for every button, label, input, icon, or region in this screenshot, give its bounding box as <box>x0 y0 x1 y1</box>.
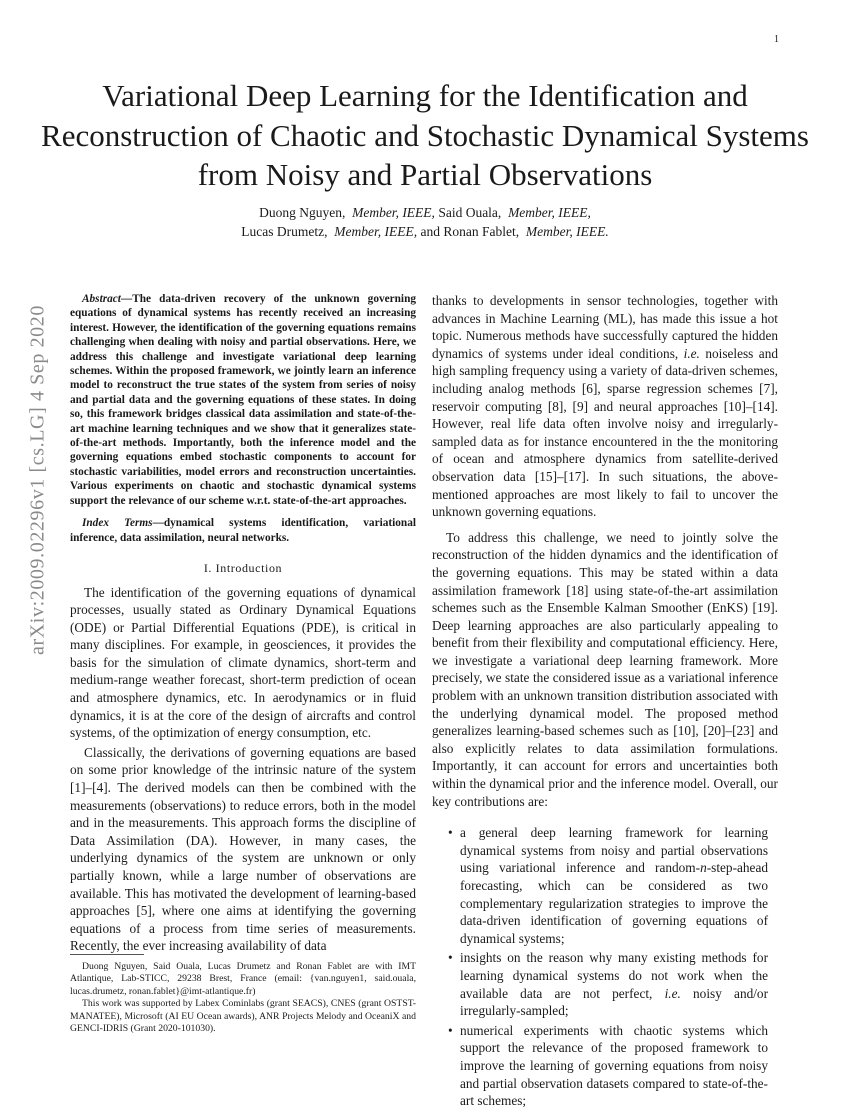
author-name: Lucas Drumetz, <box>241 224 328 239</box>
text-run-italic: n <box>700 860 707 876</box>
index-terms <box>70 516 416 545</box>
list-item <box>432 824 778 947</box>
text-run: a general deep learning framework for learning dynamical systems from noisy and partial observations using variational inference and random- <box>460 825 768 876</box>
index-terms-label: Index Terms <box>82 517 153 530</box>
footnote-divider <box>70 954 144 955</box>
author-affiliation: Member, IEEE, <box>508 205 591 220</box>
author-name: Said Ouala, <box>438 205 502 220</box>
author-affiliation: Member, IEEE, <box>334 224 418 239</box>
list-item <box>432 949 778 1019</box>
author-name: Duong Nguyen, <box>259 205 346 220</box>
list-item <box>432 1022 778 1110</box>
author-block <box>40 203 810 241</box>
text-run: noisy and/or irregularly-sampled; <box>460 985 769 1019</box>
text-run: thanks to developments in sensor technologies, together with advances in Machine Learning (ML), has made this issue a hot topic. Numerous methods have successfully captured the hidden dynamics of systems under ideal conditions, <box>432 293 778 361</box>
index-terms-text: —dynamical systems identification, variational inference, data assimilation, neural networks. <box>70 517 416 544</box>
abstract <box>70 292 416 508</box>
paper-title: Variational Deep Learning for the Identification and Reconstruction of Chaotic and Stochastic Dynamical Systems from Noisy and Partial Observations <box>41 78 809 192</box>
author-name: and Ronan Fablet, <box>420 224 520 239</box>
author-affiliation: Member, IEEE, <box>352 205 435 220</box>
footnote-affiliation: Duong Nguyen, Said Ouala, Lucas Drumetz and Ronan Fablet are with IMT Atlantique, Lab-STICC, 29238 Brest, France (email: {van.nguyen1, said.ouala, lucas.drumetz, ronan.fablet}@imt-atlantique.fr) <box>70 961 416 997</box>
section-heading-introduction: I. Introduction <box>203 560 283 575</box>
arxiv-stamp-text: arXiv:2009.02296v1 [cs.LG] 4 Sep 2020 <box>26 305 49 655</box>
author-affiliation: Member, IEEE. <box>525 224 609 239</box>
body-paragraph: Classically, the derivations of governing equations are based on some prior knowledge of the intrinsic nature of the system [1]–[4]. The derived models can then be combined with the measurements (observations) to reduce errors, both in the model and in the measurements. This approach forms the discipline of Data Assimilation (DA). However, in many cases, the underlying dynamics of the system are unknown or only partially known, while a large number of observations are available. This has motivated the development of learning-based approaches [5], where one aims at identifying the governing equations of a process from time series of measurements. Recently, the ever increasing availability of data <box>70 744 416 954</box>
text-run: -step-ahead forecasting, which can be considered as two complementary regularization strategies to improve the data-driven identification of governing equations of dynamical systems; <box>460 860 768 946</box>
author-line-2 <box>40 222 810 241</box>
left-column <box>70 292 416 955</box>
text-run: insights on the reason why many existing methods for learning dynamical systems do not work when the available data are not perfect, <box>460 950 768 1001</box>
abstract-label: Abstract <box>82 293 121 305</box>
bullet-icon: • <box>448 1022 453 1038</box>
contributions-list <box>432 824 778 1110</box>
text-run: noiseless and high sampling frequency using a variety of data-driven schemes, including analog methods [6], sparse regression schemes [7], reservoir computing [8], [9] and neural approaches [10]–[14]. However, real life data often involve noisy and irregularly-sampled data as for instance encountered in the the monitoring of ocean and atmosphere dynamics from satellite-derived observation data [15]–[17]. In such situations, the above-mentioned approaches are most likely to fail to uncover the unknown governing equations. <box>432 345 778 520</box>
text-run-italic: i.e. <box>664 985 681 1001</box>
body-paragraph <box>432 292 778 521</box>
text-run: numerical experiments with chaotic systems which support the relevance of the proposed framework to improve the learning of governing equations from noisy and partial observation datasets compared to state-of-the-art schemes; <box>460 1022 768 1109</box>
abstract-text: —The data-driven recovery of the unknown governing equations of dynamical systems has recently received an increasing interest. However, the identification of the governing equations remains challenging when dealing with noisy and partial observations. Here, we address this challenge and investigate variational deep learning schemes. Within the proposed framework, we jointly learn an inference model to reconstruct the true states of the system from series of noisy and partial data and the governing equations of these states. In doing so, this framework bridges classical data assimilation and state-of-the-art machine learning techniques and we show that it generalizes state-of-the-art methods. Importantly, both the inference model and the governing equations embed stochastic components to account for stochastic variabilities, model errors and reconstruction uncertainties. Various experiments on chaotic and stochastic dynamical systems support the relevance of our scheme w.r.t. state-of-the-art approaches. <box>70 293 416 507</box>
text-run-italic: i.e. <box>683 345 700 361</box>
footnote-funding: This work was supported by Labex Cominlabs (grant SEACS), CNES (grant OSTST-MANATEE), Microsoft (AI EU Ocean awards), ANR Projects Melody and OceaniX and GENCI-IDRIS (Grant 2020-101030). <box>70 998 416 1035</box>
right-column <box>432 292 778 1112</box>
body-paragraph: The identification of the governing equations of dynamical processes, usually stated as Ordinary Dynamical Equations (ODE) or Partial Differential Equations (PDE), is critical in many disciplines. For example, in geosciences, it provides the basis for the simulation of climate dynamics, short-term and medium-range weather forecast, short-term prediction of ocean and atmosphere dynamics, etc. In aerodynamics or in fluid dynamics, it is at the core of the design of aircrafts and control systems, of the optimization of energy consumption, etc. <box>70 584 416 741</box>
page-number: 1 <box>774 34 779 45</box>
arxiv-stamp <box>18 296 58 664</box>
author-line-1 <box>40 203 810 222</box>
bullet-icon: • <box>448 825 453 841</box>
footnotes <box>70 961 416 1035</box>
body-paragraph: To address this challenge, we need to jointly solve the reconstruction of the hidden dynamics and the identification of the governing equations. This may be stated within a data assimilation framework [18] using state-of-the-art assimilation schemes such as the Ensemble Kalman Smoother (EnKS) [19]. Deep learning approaches are also particularly appealing to benefit from their flexibility and computational efficiency. Here, we investigate a variational deep learning framework. More precisely, we state the considered issue as a variational inference problem with an unknown transition distribution associated with the underlying dynamical model. The proposed method generalizes learning-based schemes such as [10], [20]–[23] and also explicitly relates to data assimilation formulations. Importantly, it can account for errors and uncertainties both within the dynamical prior and the inference model. Overall, our key contributions are: <box>432 529 778 809</box>
bullet-icon: • <box>448 950 453 966</box>
